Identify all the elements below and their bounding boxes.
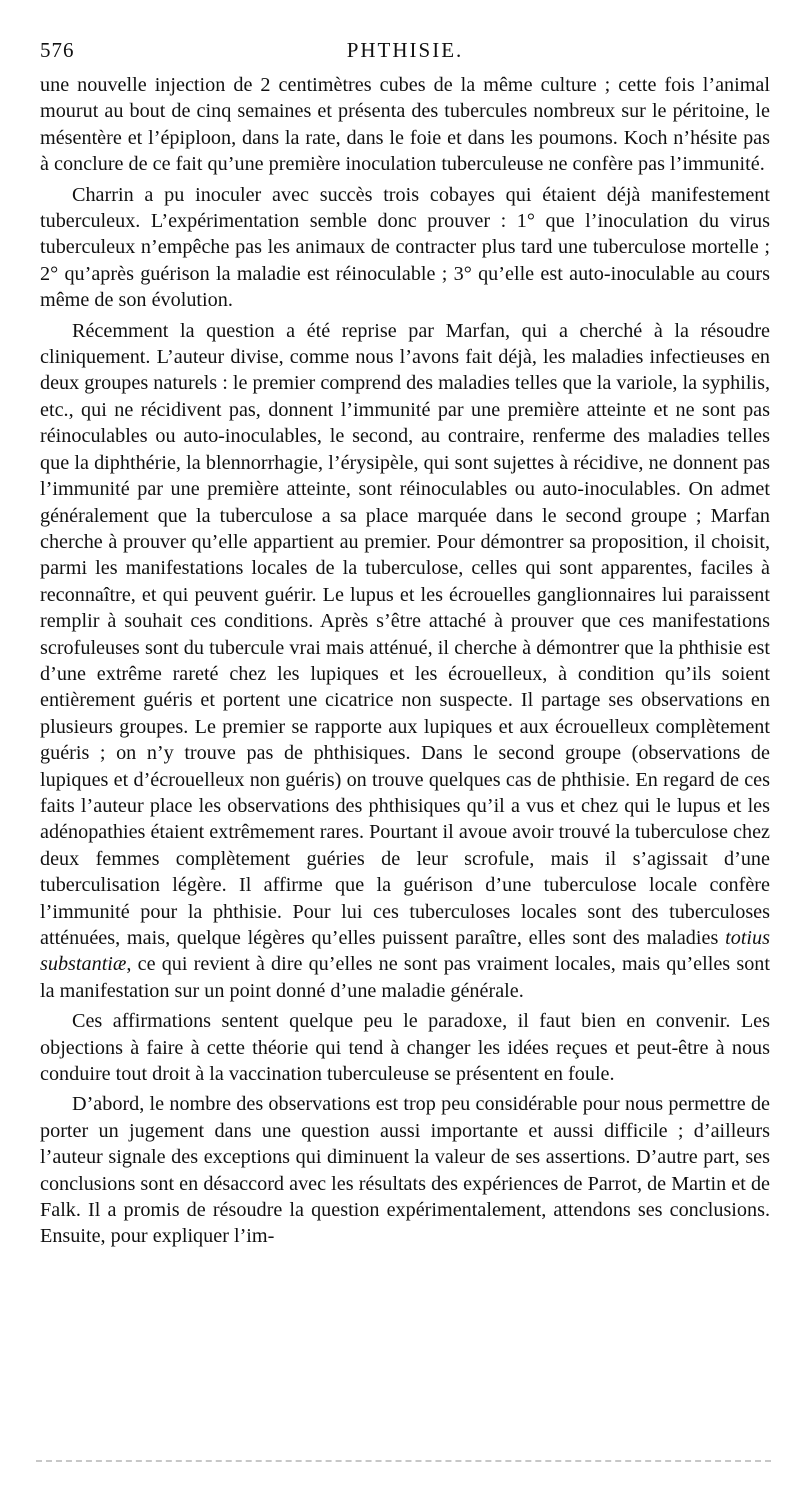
paragraph-marfan-study bbox=[40, 318, 770, 1005]
body-text bbox=[40, 72, 770, 1250]
paragraph-marfan-text-before: Récemment la question a été reprise par Marfan, qui a cherché à la résoudre cliniquement. L’auteur divise, comme nous l’avons fait déjà, les maladies infectieuses en deux groupes naturels : le premier comprend des maladies telles que la variole, la syphilis, etc., qui ne récidivent pas, donnent l’immunité par une première atteinte et ne sont pas réinoculables ou auto-inoculables, le second, au contraire, renferme des maladies telles que la diphthérie, la blennorrhagie, l’érysipèle, qui sont sujettes à récidive, ne donnent pas l’immunité par une première atteinte, sont réinoculables ou auto-inoculables. On admet généralement que la tuberculose a sa place marquée dans le second groupe ; Marfan cherche à prouver qu’elle appartient au premier. Pour démontrer sa proposition, il choisit, parmi les manifestations locales de la tuberculose, celles qui sont apparentes, faciles à reconnaître, et qui peuvent guérir. Le lupus et les écrouelles ganglionnaires lui paraissent remplir à souhait ces conditions. Après s’être attaché à prouver que ces manifestations scrofuleuses sont du tubercule vrai mais atténué, il cherche à démontrer que la phthisie est d’une extrême rareté chez les lupiques et les écrouelleux, à condition qu’ils soient entièrement guéris et portent une cicatrice non suspecte. Il partage ses observations en plusieurs groupes. Le premier se rapporte aux lupiques et aux écrouelleux complètement guéris ; on n’y trouve pas de phthisiques. Dans le second groupe (observations de lupiques et d’écrouelleux non guéris) on trouve quelques cas de phthisie. En regard de ces faits l’auteur place les observations des phthisiques qu’il a vus et chez qui le lupus et les adénopathies étaient extrêmement rares. Pourtant il avoue avoir trouvé la tuberculose chez deux femmes complètement guéries de leur scrofule, mais il s’agissait d’une tuberculisation légère. Il affirme que la guérison d’une tuberculose locale confère l’immunité pour la phthisie. Pour lui ces tuberculoses locales sont des tuberculoses atténuées, mais, quelque légères qu’elles puissent paraître, elles sont des maladies bbox=[40, 319, 770, 949]
running-title: PHTHISIE. bbox=[346, 38, 464, 62]
footer-rule bbox=[36, 1460, 771, 1462]
latin-phrase: totius substantiæ bbox=[40, 927, 770, 976]
page-number: 576 bbox=[40, 38, 75, 62]
paragraph-charrin-experiment: Charrin a pu inoculer avec succès trois cobayes qui étaient déjà manifestement tuberculeux. L’expérimentation semble donc prouver : 1° que l’inoculation du virus tuberculeux n’empêche pas les animaux de contracter plus tard une tuberculose mortelle ; 2° qu’après guérison la maladie est réinoculable ; 3° qu’elle est auto-inoculable au cours même de son évolution. bbox=[40, 183, 770, 312]
paragraph-first-objection: D’abord, le nombre des observations est trop peu considérable pour nous permettre de porter un jugement dans une question aussi importante et aussi difficile ; d’ailleurs l’auteur signale des exceptions qui diminuent la valeur de ses assertions. D’autre part, ses conclusions sont en désaccord avec les résultats des expériences de Parrot, de Martin et de Falk. Il a promis de résoudre la question expérimentalement, attendons ses conclusions. Ensuite, pour expliquer l’im- bbox=[40, 1093, 770, 1248]
book-page bbox=[40, 32, 770, 1254]
paragraph-objections: Ces affirmations sentent quelque peu le paradoxe, il faut bien en convenir. Les objections à faire à cette théorie qui tend à changer les idées reçues et peut-être à nous conduire tout droit à la vaccination tuberculeuse se présentent en foule. bbox=[40, 1010, 770, 1086]
paragraph-koch-inoculation: une nouvelle injection de 2 centimètres cubes de la même culture ; cette fois l’animal mourut au bout de cinq semaines et présenta des tubercules nombreux sur le péritoine, le mésentère et l’épiploon, dans la rate, dans le foie et dans les poumons. Koch n’hésite pas à conclure de ce fait qu’une première inoculation tuberculeuse ne confère pas l’immunité. bbox=[40, 74, 770, 176]
running-head bbox=[40, 32, 770, 68]
paragraph-marfan-text-after: , ce qui revient à dire qu’elles ne sont pas vraiment locales, mais qu’elles sont la manifestation sur un point donné d’une maladie générale. bbox=[40, 953, 770, 1002]
